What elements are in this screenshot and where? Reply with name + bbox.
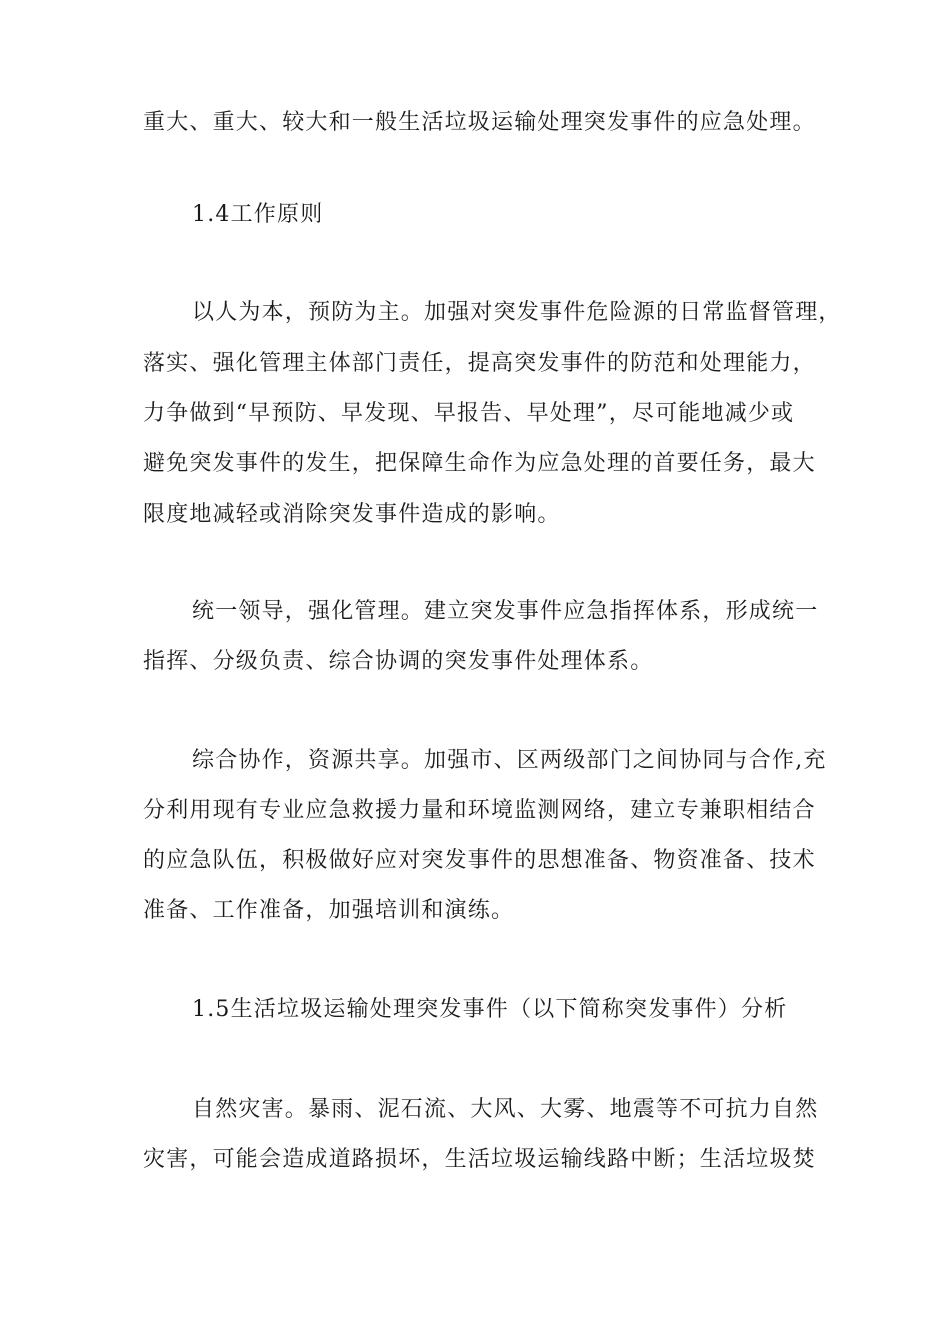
paragraph-line: 限度地减轻或消除突发事件造成的影响。 bbox=[143, 502, 561, 527]
paragraph-line: 准备、工作准备，加强培训和演练。 bbox=[143, 898, 515, 923]
section-heading-1-4: 1.4工作原则 bbox=[192, 202, 324, 227]
paragraph-line: 避免突发事件的发生，把保障生命作为应急处理的首要任务，最大 bbox=[143, 451, 816, 476]
paragraph-line: 统一领导，强化管理。建立突发事件应急指挥体系，形成统一 bbox=[192, 599, 819, 624]
paragraph-line: 灾害，可能会造成道路损坏，生活垃圾运输线路中断；生活垃圾焚 bbox=[143, 1147, 816, 1172]
paragraph-line: 以人为本，预防为主。加强对突发事件危险源的日常监督管理， bbox=[192, 300, 842, 325]
paragraph-line: 自然灾害。暴雨、泥石流、大风、大雾、地震等不可抗力自然 bbox=[192, 1097, 819, 1122]
paragraph-line: 力争做到“早预防、早发现、早报告、早处理”，尽可能地减少或 bbox=[143, 401, 795, 426]
paragraph-line: 综合协作，资源共享。加强市、区两级部门之间协同与合作,充 bbox=[192, 748, 827, 773]
paragraph-line: 的应急队伍，积极做好应对突发事件的思想准备、物资准备、技术 bbox=[143, 848, 816, 873]
paragraph-line: 指挥、分级负责、综合协调的突发事件处理体系。 bbox=[143, 649, 654, 674]
text-line-continuation: 重大、重大、较大和一般生活垃圾运输处理突发事件的应急处理。 bbox=[143, 110, 816, 135]
paragraph-line: 分利用现有专业应急救援力量和环境监测网络，建立专兼职相结合 bbox=[143, 798, 816, 823]
section-heading-1-5: 1.5生活垃圾运输处理突发事件（以下简称突发事件）分析 bbox=[192, 997, 788, 1022]
paragraph-line: 落实、强化管理主体部门责任，提高突发事件的防范和处理能力， bbox=[143, 351, 816, 376]
